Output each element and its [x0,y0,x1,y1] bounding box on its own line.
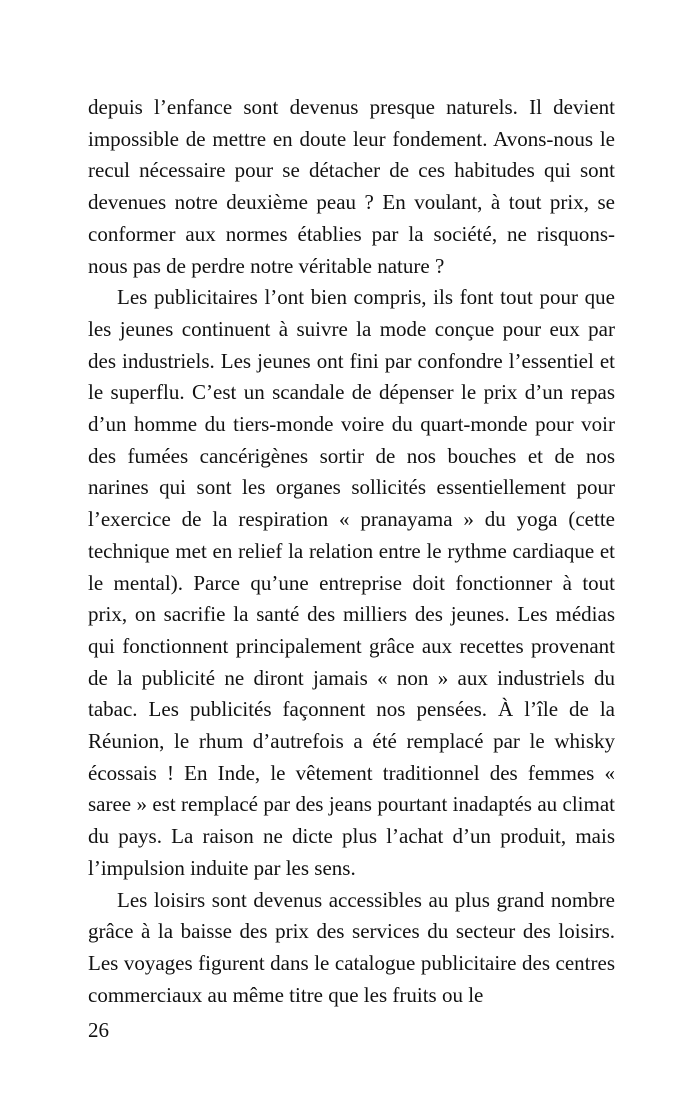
paragraph-leisure: Les loisirs sont devenus accessibles au plus grand nombre grâce à la baisse des prix des services du secteur des loisirs. Les voyages figurent dans le catalogue publicitaire des centres commerciaux au même titre que les fruits ou le [88,887,615,1007]
page-number: 26 [88,1018,109,1042]
paragraph-advertisers: Les publicitaires l’ont bien compris, ils font tout pour que les jeunes continuent à suivre la mode conçue pour eux par des industriels. Les jeunes ont fini par confondre l’essentiel et le superflu. C’est un scandale de dépenser le prix d’un repas d’un homme du tiers-monde voire du quart-monde pour voir des fumées cancérigènes sortir de nos bouches et de nos narines qui sont les organes sollicités essentiellement pour l’exercice de la respiration « pranayama » du yoga (cette technique met en relief la relation entre le rythme cardiaque et le mental). Parce qu’une entreprise doit fonctionner à tout prix, on sacrifie la santé des milliers des jeunes. Les médias qui fonctionnent principalement grâce aux recettes provenant de la publicité ne diront jamais « non » aux industriels du tabac. Les publicités façonnent nos pensées. À l’île de la Réunion, le rhum d’autrefois a été remplacé par le whisky écossais ! En Inde, le vêtement traditionnel des femmes « saree » est remplacé par des jeans pourtant inadaptés au climat du pays. La raison ne dicte plus l’achat d’un produit, mais l’impulsion induite par les sens. [88,285,615,880]
paragraph-continuation: depuis l’enfance sont devenus presque naturels. Il devient impossible de mettre en doute leur fondement. Avons-nous le recul nécessaire pour se détacher de ces habitudes qui sont devenues notre deuxième peau ? En voulant, à tout prix, se conformer aux normes établies par la société, ne risquons-nous pas de perdre notre véritable nature ? [88,95,615,278]
body-text [88,92,615,1011]
